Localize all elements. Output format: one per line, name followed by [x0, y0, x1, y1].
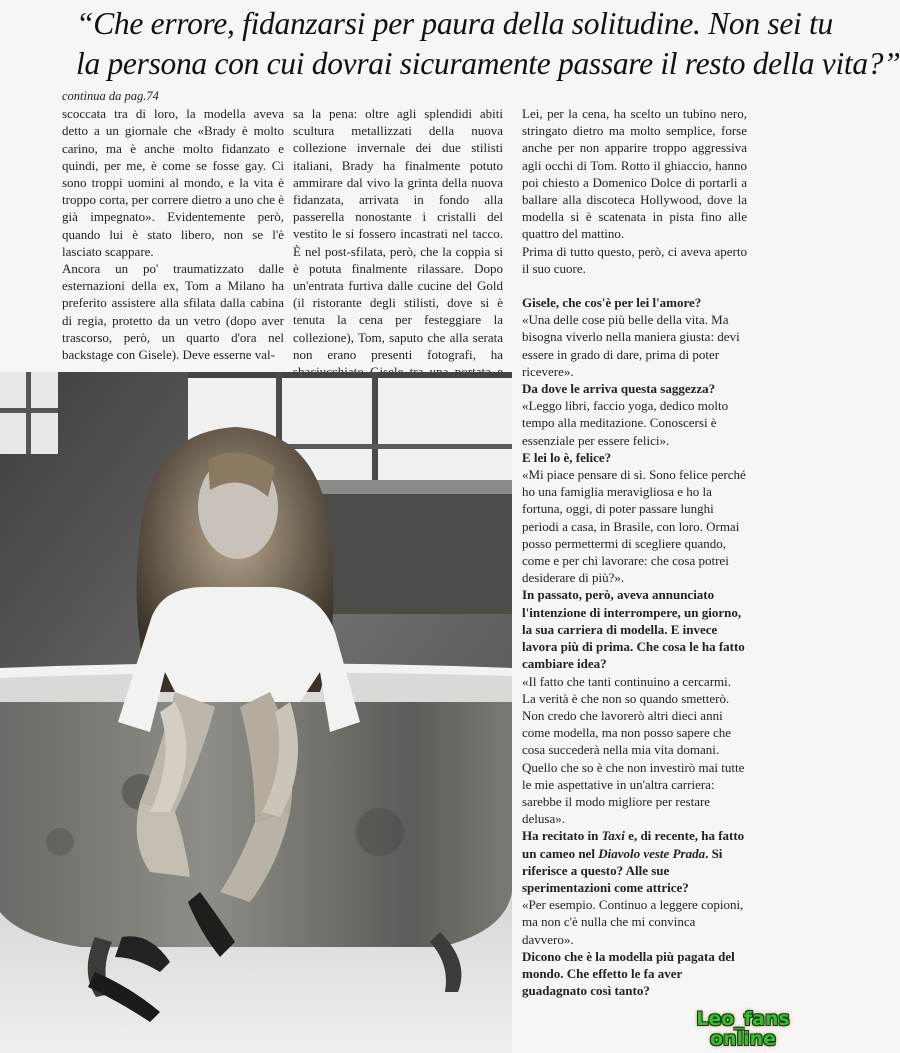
paragraph: scoccata tra di loro, la modella aveva detto a un giornale che «Brady è molto carino, ma è anche molto fidanzato e quindi, per me, è come se fosse gay. Ci sono troppi uomini al mondo, e la vita è troppo corta, per correre dietro a uno che è già impegnato». Evidentemente però, quando lui è stato libero, non se l'è lasciato scappare.	[62, 106, 284, 259]
photo-illustration	[0, 372, 512, 1053]
interview-question: Da dove le arriva questa saggezza?	[522, 381, 716, 397]
paragraph: Ancora un po' traumatizzato dalle esternazioni della ex, Tom a Milano ha preferito assistere alla sfilata dalla cabina di regia, protetto da un vetro (dopo aver trascorso, però, un quarto d'ora nel backstage con Gisele). Deve esserne val-	[62, 261, 284, 363]
question-text: . Si riferisce a questo? Alle sue sperimentazioni come attrice?	[522, 845, 723, 895]
pull-quote-line-2: la persona con cui dovrai sicuramente passare il resto della vita?”	[76, 46, 900, 81]
interview-answer: «Leggo libri, faccio yoga, dedico molto tempo alla meditazione. Conoscersi è essenziale per essere felici».	[522, 398, 729, 448]
film-title: Diavolo veste Prada	[598, 845, 706, 861]
pull-quote-line-1: “Che errore, fidanzarsi per paura della solitudine. Non sei tu	[76, 6, 833, 41]
interview-question: Dicono che è la modella più pagata del mondo. Che effetto le fa aver guadagnato così tanto?	[522, 948, 735, 999]
interview-question: Gisele, che cos'è per lei l'amore?	[522, 295, 702, 311]
continued-from-note: continua da pag.74	[62, 89, 159, 103]
watermark-line-1: Leo_fans	[696, 1008, 790, 1030]
question-text: e, di recente, ha fatto un cameo nel	[522, 828, 745, 861]
interview-answer: «Per esempio. Continuo a leggere copioni, ma non c'è nulla che mi convinca davvero».	[522, 897, 744, 947]
paragraph: Prima di tutto questo, però, ci aveva aperto il suo cuore.	[522, 243, 747, 276]
paragraph: sa la pena: oltre agli splendidi abiti scultura metallizzati della nuova collezione invernale dei due stilisti italiani, Brady ha finalmente potuto ammirare dal vivo la grinta della nuova fidanzata, arrivata in fondo alla passerella nonostante i cristalli del vestito le si fossero incastrati nel tacco. È nel post-sfilata, però, che la coppia si è potuta finalmente rilassare. Dopo un'entrata furtiva dalle cucine del Gold (il ristorante degli stilisti, dove si è tenuta la cena per festeggiare la collezione), Tom, saputo che alla serata non erano presenti fotografi, ha	[293, 106, 503, 362]
pull-quote	[76, 4, 900, 84]
model-in-bathtub-photo	[0, 372, 512, 1053]
interview-answer: «Il fatto che tanti continuino a cercarmi. La verità è che non so quando smetterò. Non credo che lavorerò altri dieci anni come modella, ma non posso sapere che cosa succederà nella mia vita domani. Quello che so è che non investirò mai tutte le mie aspettative in un'altra carriera: sarebbe il modo migliore per restare delusa».	[522, 673, 745, 827]
left-window	[0, 372, 58, 454]
paragraph: Lei, per la cena, ha scelto un tubino nero, stringato dietro ma molto semplice, forse anche per non apparire troppo aggressiva agli occhi di Tom. Rotto il ghiaccio, hanno poi chiesto a Domenico Dolce di portarli a ballare alla discoteca Hollywood, dove la modella si è scatenata in pista fino alle quattro del mattino.	[522, 106, 747, 242]
watermark	[688, 1009, 798, 1049]
article-column-1	[62, 88, 284, 363]
interview-question	[522, 827, 747, 896]
film-title: Taxi	[601, 828, 625, 844]
interview-answer: «Mi piace pensare di sì. Sono felice perché ho una famiglia meravigliosa e ho la fortuna, oggi, di poter passare lunghi periodi a casa, in Brasile, con loro. Ormai posso permettermi di scegliere quando, come e per chi lavorare: che cosa potrei desiderare di più?».	[522, 467, 746, 586]
interview-question: E lei lo è, felice?	[522, 449, 612, 465]
interview-answer: «Una delle cose più belle della vita. Ma bisogna viverlo nella maniera giusta: devi essere in grado di dare, prima di poter ricevere».	[522, 312, 740, 379]
article-column-3	[522, 105, 747, 999]
watermark-line-2: online	[709, 1028, 777, 1050]
interview-question: In passato, però, aveva annunciato l'intenzione di interrompere, un giorno, la sua carriera di modella. E invece lavora più di prima. Che cosa le ha fatto cambiare idea?	[522, 587, 745, 672]
article-column-2	[293, 105, 503, 397]
question-text: Ha recitato in	[522, 828, 602, 844]
